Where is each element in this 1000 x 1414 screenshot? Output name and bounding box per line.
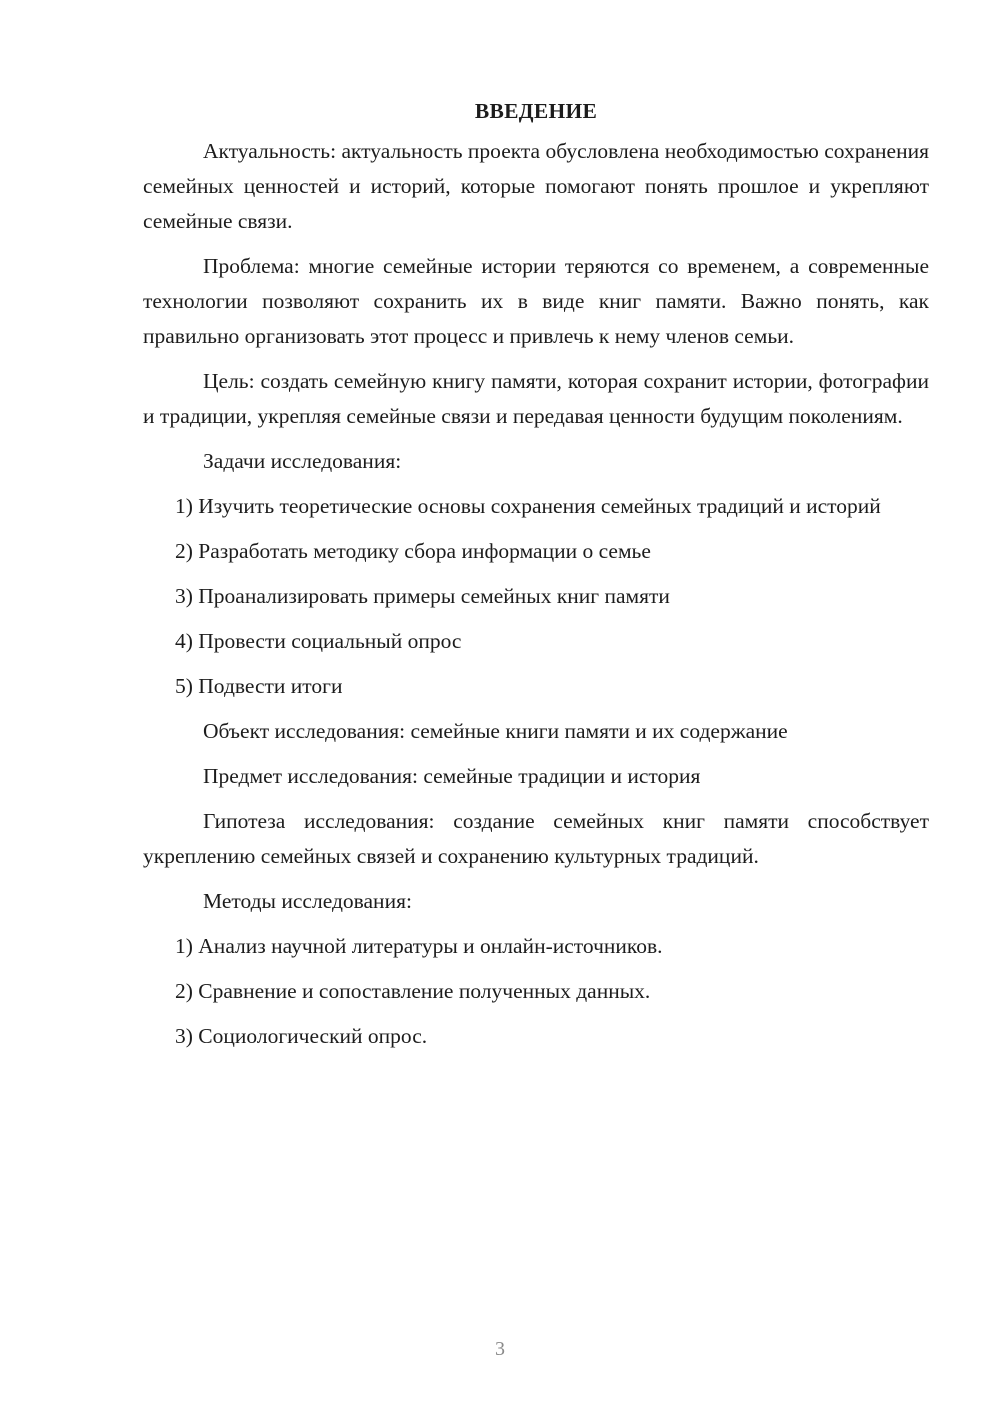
hypothesis-paragraph: Гипотеза исследования: создание семейных книг памяти способствует укреплению семейных связей и сохранению культурных традиций. [143,809,929,868]
method-item-3: 3) Социологический опрос. [175,1024,428,1048]
section-title: ВВЕДЕНИЕ [474,99,598,123]
task-item-1: 1) Изучить теоретические основы сохранения семейных традиций и историй [175,494,881,518]
page-content [143,94,929,1064]
subject-paragraph: Предмет исследования: семейные традиции и история [203,764,701,788]
method-item-2: 2) Сравнение и сопоставление полученных данных. [175,979,651,1003]
relevance-paragraph: Актуальность: актуальность проекта обусловлена необходимостью сохранения семейных ценностей и историй, которые помогают понять прошлое и укрепляют семейные связи. [143,139,929,233]
goal-paragraph: Цель: создать семейную книгу памяти, которая сохранит истории, фотографии и традиции, укрепляя семейные связи и передавая ценности будущим поколениям. [143,369,929,428]
problem-paragraph: Проблема: многие семейные истории теряются со временем, а современные технологии позволяют сохранить их в виде книг памяти. Важно понять, как правильно организовать этот процесс и привлечь к нему членов семьи. [143,254,929,348]
task-item-2: 2) Разработать методику сбора информации о семье [175,539,651,563]
task-item-5: 5) Подвести итоги [175,674,343,698]
methods-heading: Методы исследования: [203,889,412,913]
task-item-3: 3) Проанализировать примеры семейных книг памяти [175,584,670,608]
object-paragraph: Объект исследования: семейные книги памяти и их содержание [203,719,788,743]
tasks-heading: Задачи исследования: [203,449,402,473]
method-item-1: 1) Анализ научной литературы и онлайн-источников. [175,934,663,958]
task-item-4: 4) Провести социальный опрос [175,629,462,653]
page-number: 3 [495,1338,505,1360]
